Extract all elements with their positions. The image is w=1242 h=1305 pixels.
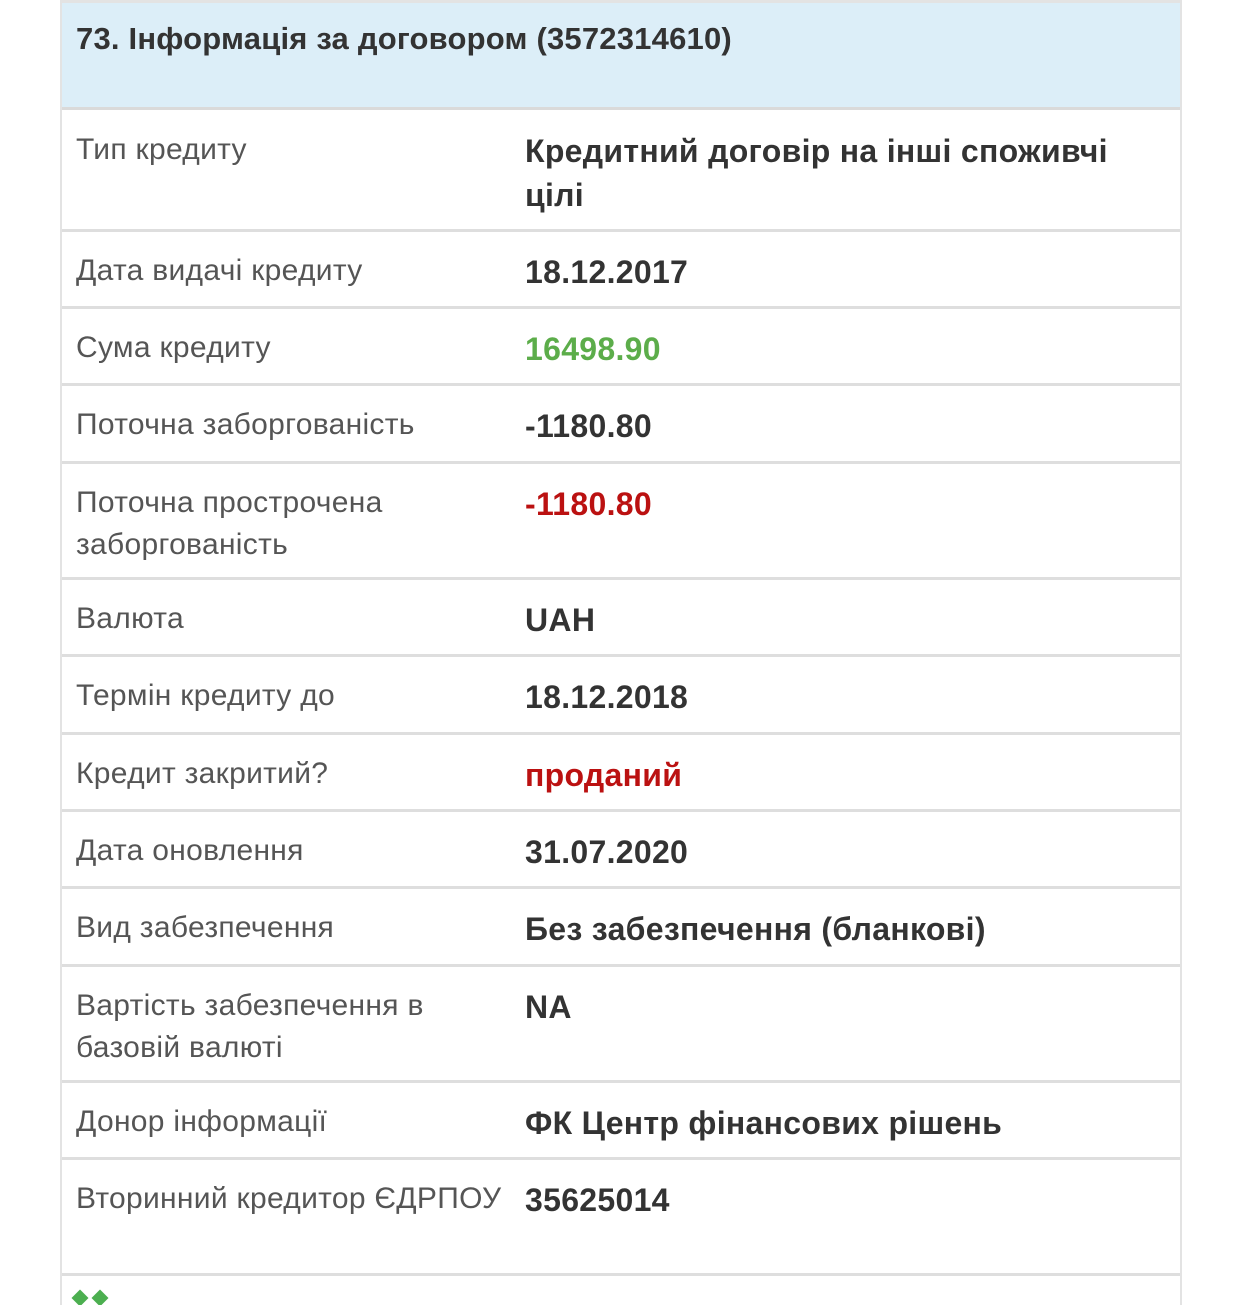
row-value: Без забезпечення (бланкові) [525,911,986,947]
row-value: Кредитний договір на інші споживчі цілі [525,133,1108,213]
row-value: 18.12.2017 [525,254,689,290]
info-row-currency [62,580,1180,657]
info-row-term-until [62,657,1180,735]
row-label: Вид забезпечення [76,911,335,944]
row-value: -1180.80 [525,486,652,522]
row-value: 31.07.2020 [525,834,689,870]
row-label: Поточна заборгованість [76,408,415,441]
row-value: 16498.90 [525,331,661,367]
row-label: Кредит закритий? [76,757,329,790]
info-row-issue-date [62,232,1180,309]
expand-link[interactable] [74,1292,106,1304]
info-row-overdue-debt [62,464,1180,580]
info-row-credit-amount [62,309,1180,386]
row-value: 18.12.2018 [525,679,689,715]
row-label: Донор інформації [76,1105,328,1138]
card-title: 73. Інформація за договором (3572314610) [76,21,732,56]
info-row-credit-closed [62,735,1180,812]
info-row-collateral-type [62,889,1180,967]
row-label: Дата видачі кредиту [76,254,363,287]
row-label: Сума кредиту [76,331,271,364]
row-value: ФК Центр фінансових рішень [525,1105,1003,1141]
row-label: Поточна прострочена заборгованість [76,486,383,561]
info-row-update-date [62,812,1180,889]
row-label: Вартість забезпечення в базовій валюті [76,989,424,1064]
info-row-credit-type [62,110,1180,232]
info-row-current-debt [62,386,1180,464]
info-row-secondary-creditor [62,1160,1180,1276]
card-header [62,0,1180,110]
row-label: Тип кредиту [76,133,247,166]
row-value: проданий [525,757,683,793]
row-value: -1180.80 [525,408,652,444]
row-label: Валюта [76,602,184,635]
diamond-icon [92,1290,109,1305]
row-value: 35625014 [525,1182,670,1218]
row-label: Дата оновлення [76,834,304,867]
row-label: Вторинний кредитор ЄДРПОУ [76,1182,502,1215]
row-value: UAH [525,602,596,638]
diamond-icon [72,1290,89,1305]
info-row-collateral-value [62,967,1180,1083]
row-value: NA [525,989,572,1025]
contract-info-card [60,0,1182,1305]
row-label: Термін кредиту до [76,679,336,712]
info-row-info-donor [62,1083,1180,1160]
